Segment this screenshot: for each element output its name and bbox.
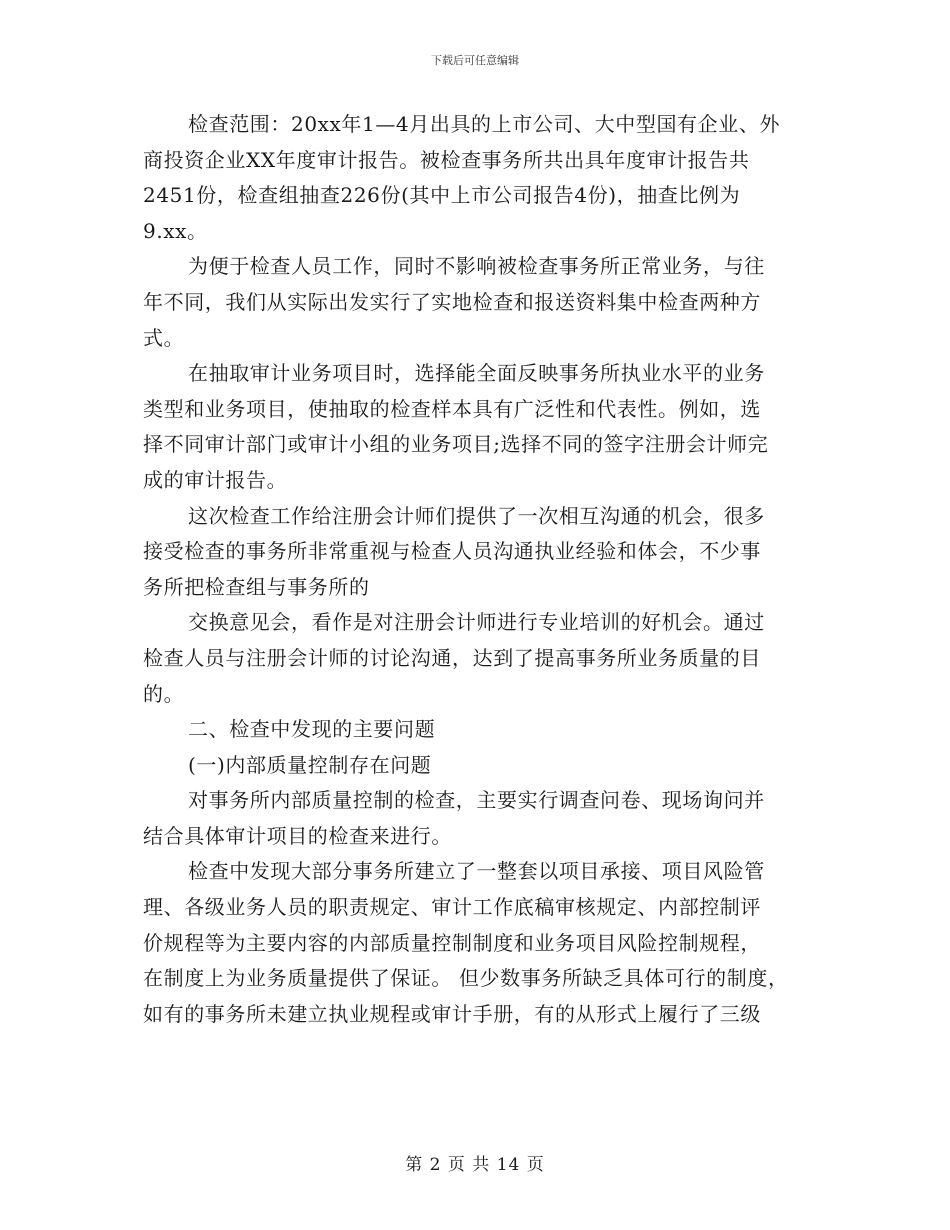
text-line: 2451份，检查组抽查226份(其中上市公司报告4份)，抽查比例为 bbox=[143, 183, 741, 208]
text-line: 式。 bbox=[143, 325, 185, 350]
text-line: 如有的事务所未建立执业规程或审计手册，有的从形式上履行了三级 bbox=[143, 1001, 761, 1026]
page-footer: 第 2 页 共 14 页 bbox=[405, 1155, 545, 1175]
text-line: 务所把检查组与事务所的 bbox=[143, 574, 370, 599]
text-line: 检查人员与注册会计师的讨论沟通，达到了提高事务所业务质量的目 bbox=[143, 645, 761, 670]
text-line: 理、各级业务人员的职责规定、审计工作底稿审核规定、内部控制评 bbox=[143, 895, 761, 920]
subsection-heading: (一)内部质量控制存在问题 bbox=[188, 752, 432, 777]
text-line: 交换意见会，看作是对注册会计师进行专业培训的好机会。通过 bbox=[188, 610, 765, 635]
text-line: 检查中发现大部分事务所建立了一整套以项目承接、项目风险管 bbox=[188, 859, 765, 884]
text-line: 在抽取审计业务项目时，选择能全面反映事务所执业水平的业务 bbox=[188, 361, 765, 386]
text-line: 对事务所内部质量控制的检查，主要实行调查问卷、现场询问并 bbox=[188, 788, 765, 813]
text-line: 这次检查工作给注册会计师们提供了一次相互沟通的机会，很多 bbox=[188, 503, 765, 528]
text-line: 类型和业务项目，使抽取的检查样本具有广泛性和代表性。例如，选 bbox=[143, 396, 761, 421]
text-line: 为便于检查人员工作，同时不影响被检查事务所正常业务，与往 bbox=[188, 254, 765, 279]
page-header: 下载后可任意编辑 bbox=[431, 54, 519, 67]
text-line: 价规程等为主要内容的内部质量控制制度和业务项目风险控制规程， bbox=[143, 930, 761, 955]
text-line: 接受检查的事务所非常重视与检查人员沟通执业经验和体会，不少事 bbox=[143, 539, 761, 564]
text-line: 年不同，我们从实际出发实行了实地检查和报送资料集中检查两种方 bbox=[143, 289, 761, 314]
text-line: 在制度上为业务质量提供了保证。 但少数事务所缺乏具体可行的制度， bbox=[143, 966, 789, 991]
text-line: 择不同审计部门或审计小组的业务项目;选择不同的签字注册会计师完 bbox=[143, 432, 769, 457]
text-line: 的。 bbox=[143, 681, 185, 706]
document-body bbox=[143, 107, 823, 1032]
text-line: 结合具体审计项目的检查来进行。 bbox=[143, 823, 452, 848]
section-heading: 二、检查中发现的主要问题 bbox=[188, 717, 436, 742]
text-line: 9.xx。 bbox=[143, 218, 208, 243]
text-line: 检查范围：20xx年1—4月出具的上市公司、大中型国有企业、外 bbox=[188, 112, 781, 136]
text-line: 商投资企业XX年度审计报告。被检查事务所共出具年度审计报告共 bbox=[143, 147, 750, 172]
text-line: 成的审计报告。 bbox=[143, 467, 288, 492]
